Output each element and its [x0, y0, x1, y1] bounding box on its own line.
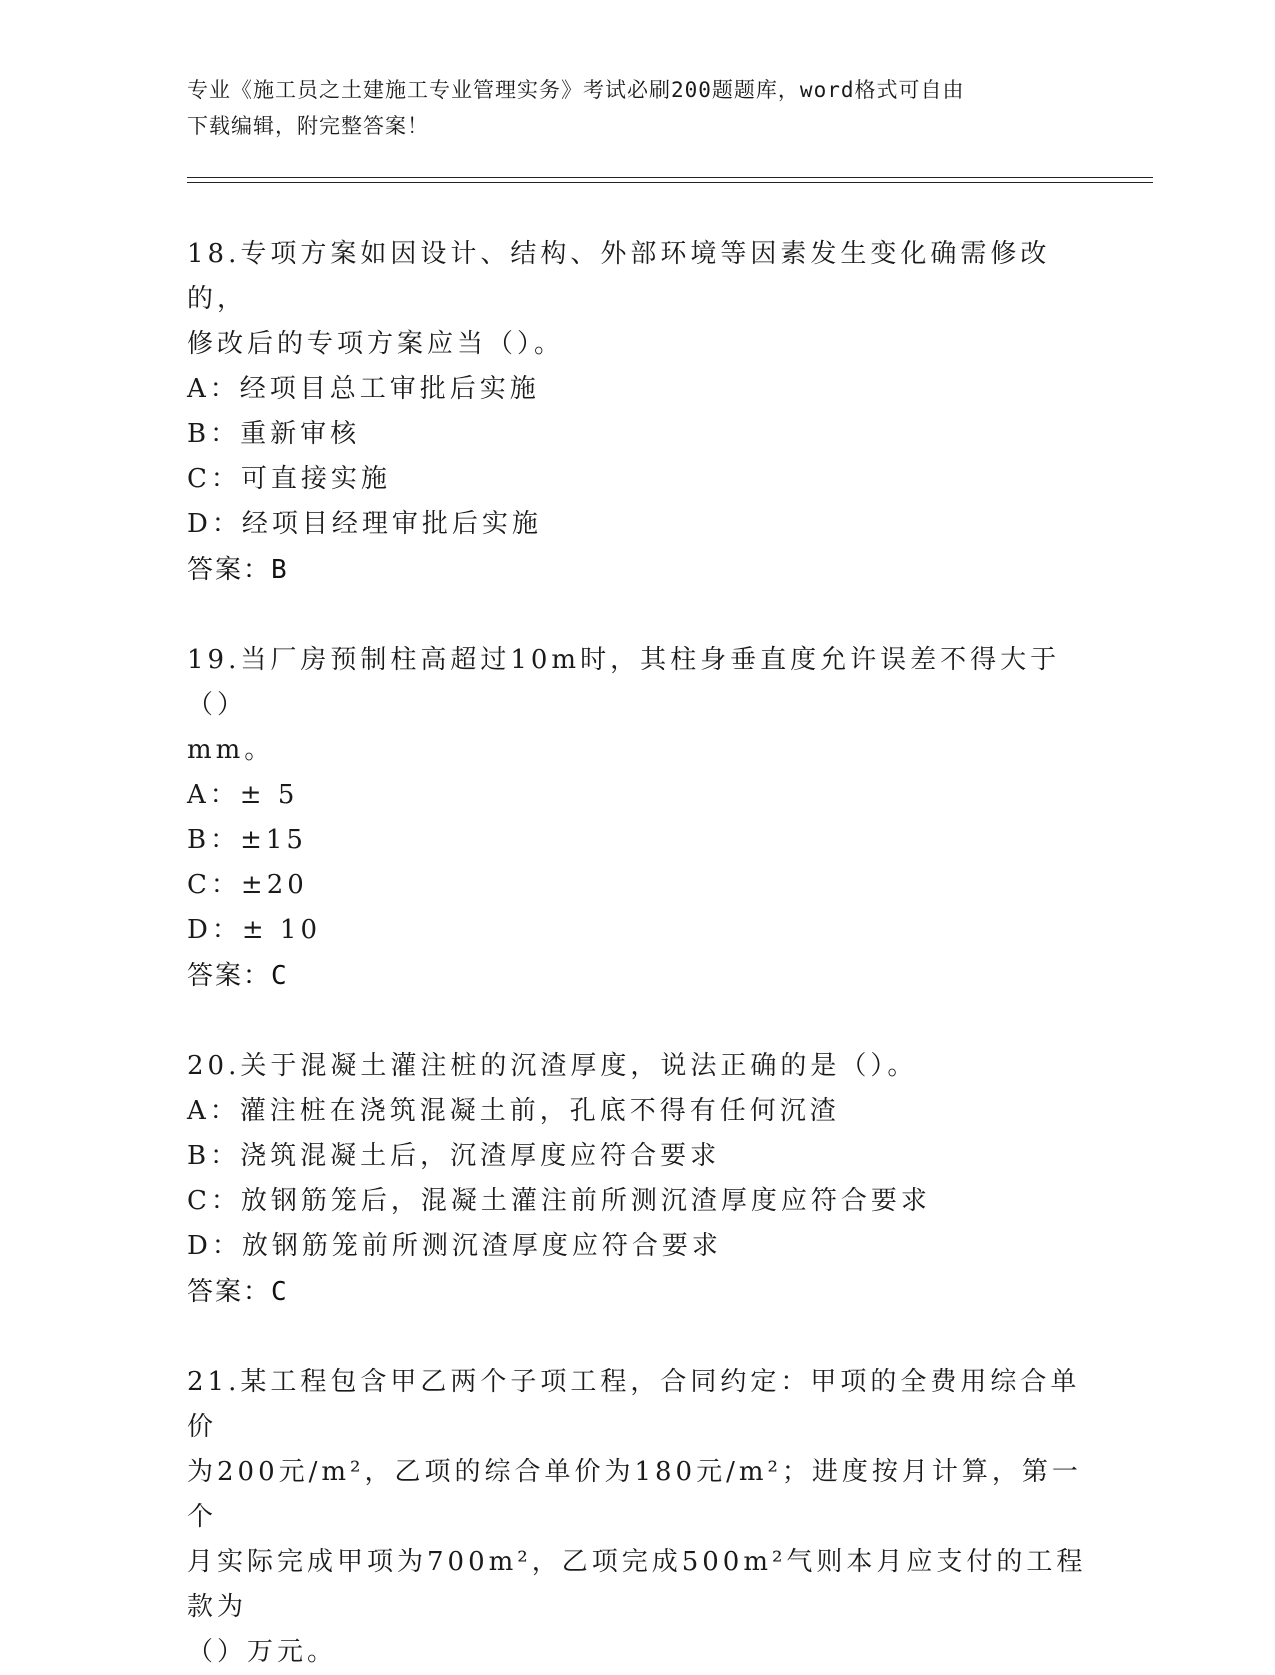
header-divider-bottom [187, 182, 1153, 183]
option-b [187, 1134, 1087, 1179]
question-19 [187, 638, 1087, 999]
option-a [187, 367, 1087, 412]
header-divider-top [187, 177, 1153, 178]
header-line-1: 专业《施工员之土建施工专业管理实务》考试必刷200题题库，word格式可自由 [187, 78, 965, 102]
option-label: B： [187, 1141, 241, 1171]
option-label: D： [187, 509, 242, 539]
option-d [187, 1224, 1087, 1269]
question-stem-line: （）万元。 [187, 1637, 338, 1667]
option-text: ±20 [240, 870, 308, 900]
option-d [187, 502, 1087, 547]
question-stem-line: 20.关于混凝土灌注桩的沉渣厚度，说法正确的是（）。 [187, 1051, 918, 1081]
answer-value: C [271, 1277, 289, 1307]
option-text: ± 10 [241, 915, 321, 945]
option-text: 经项目总工审批后实施 [239, 374, 540, 404]
answer-label: 答案： [187, 1277, 272, 1307]
option-text: 重新审核 [240, 419, 361, 449]
option-label: A： [187, 780, 240, 810]
answer-label: 答案： [187, 555, 272, 585]
question-stem-line: mm。 [187, 735, 275, 765]
option-text: 浇筑混凝土后，沉渣厚度应符合要求 [240, 1141, 721, 1171]
option-text: 经项目经理审批后实施 [241, 509, 542, 539]
option-c [187, 1179, 1087, 1224]
option-label: C： [187, 870, 241, 900]
option-text: ±15 [240, 825, 307, 855]
option-label: B： [187, 419, 241, 449]
question-stem-line: 月实际完成甲项为700m²，乙项完成500m²气则本月应支付的工程款为 [187, 1547, 1087, 1622]
header-line-2: 下载编辑，附完整答案！ [187, 114, 429, 138]
option-label: C： [187, 464, 241, 494]
option-c [187, 863, 1087, 908]
option-b [187, 412, 1087, 457]
option-label: D： [187, 915, 242, 945]
option-label: A： [187, 374, 240, 404]
answer-value: B [271, 555, 289, 585]
option-label: B： [187, 825, 241, 855]
option-label: C： [187, 1186, 241, 1216]
document-header [187, 72, 1067, 144]
option-b [187, 818, 1087, 863]
answer-line [187, 953, 1087, 999]
option-text: ± 5 [239, 780, 299, 810]
answer-value: C [271, 961, 289, 991]
option-label: A： [187, 1096, 240, 1126]
answer-line [187, 1269, 1087, 1315]
question-stem-line: 19.当厂房预制柱高超过10m时，其柱身垂直度允许误差不得大于（） [187, 645, 1061, 720]
answer-label: 答案： [187, 961, 272, 991]
option-text: 灌注桩在浇筑混凝土前，孔底不得有任何沉渣 [239, 1096, 840, 1126]
question-stem-line: 18.专项方案如因设计、结构、外部环境等因素发生变化确需修改的， [187, 239, 1051, 314]
question-stem-line: 为200元/m²，乙项的综合单价为180元/m²；进度按月计算，第一个 [187, 1457, 1082, 1532]
option-text: 放钢筋笼后，混凝土灌注前所测沉渣厚度应符合要求 [240, 1186, 931, 1216]
question-20 [187, 1044, 1087, 1315]
option-label: D： [187, 1231, 242, 1261]
option-text: 可直接实施 [240, 464, 391, 494]
question-stem-line: 修改后的专项方案应当（）。 [187, 329, 565, 359]
answer-line [187, 547, 1087, 593]
option-d [187, 908, 1087, 953]
option-c [187, 457, 1087, 502]
question-stem-line: 21.某工程包含甲乙两个子项工程，合同约定：甲项的全费用综合单价 [187, 1367, 1081, 1442]
question-21 [187, 1360, 1087, 1675]
option-a [187, 773, 1087, 818]
question-18 [187, 232, 1087, 593]
option-a [187, 1089, 1087, 1134]
question-list [187, 232, 1087, 1675]
option-text: 放钢筋笼前所测沉渣厚度应符合要求 [241, 1231, 722, 1261]
